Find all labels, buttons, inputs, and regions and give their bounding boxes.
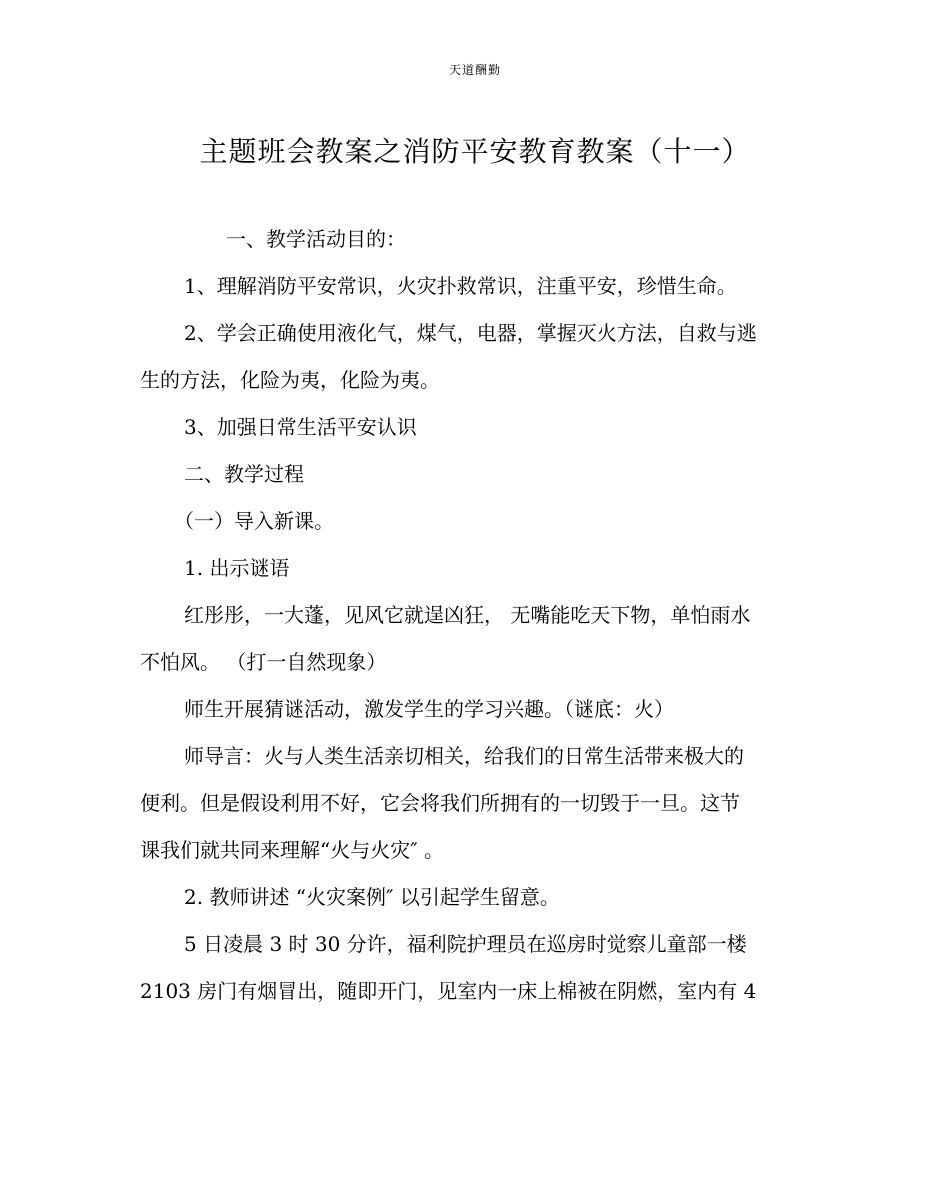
paragraph-line: 红彤彤，一大蓬，见风它就逞凶狂， 无嘴能吃天下物，单怕雨水 <box>184 603 751 627</box>
paragraph-line: 3、加强日常生活平安认识 <box>184 415 417 439</box>
document-body <box>140 216 808 1015</box>
paragraph-line: 课我们就共同来理解“火与火灾″ 。 <box>140 838 445 862</box>
paragraph-line: 5 日凌晨 3 时 30 分许，福利院护理员在巡房时觉察儿童部一楼 <box>184 932 747 956</box>
paragraph-line: 便利。但是假设利用不好，它会将我们所拥有的一切毁于一旦。这节 <box>140 791 740 815</box>
section-heading: 二、教学过程 <box>184 462 304 486</box>
page-header: 天道酬勤 <box>448 63 501 77</box>
paragraph-line: 师生开展猜谜活动，激发学生的学习兴趣。（谜底：火） <box>184 697 674 721</box>
paragraph-line: 2、学会正确使用液化气，煤气，电器，掌握灭火方法，自救与逃 <box>184 321 757 345</box>
document-title: 主题班会教案之消防平安教育教案（十一） <box>199 135 751 168</box>
paragraph-line: 不怕风。 （打一自然现象） <box>140 650 387 674</box>
paragraph-line: 1、理解消防平安常识，火灾扑救常识，注重平安，珍惜生命。 <box>184 274 737 298</box>
section-heading: 一、教学活动目的： <box>226 227 406 251</box>
paragraph-line: 2103 房门有烟冒出，随即开门，见室内一床上棉被在阴燃，室内有 4 <box>140 979 757 1003</box>
paragraph-line: 师导言：火与人类生活亲切相关，给我们的日常生活带来极大的 <box>184 744 744 768</box>
subsection-heading: （一）导入新课。 <box>174 509 334 533</box>
paragraph-line: 2. 教师讲述 “火灾案例″ 以引起学生留意。 <box>184 885 560 909</box>
paragraph-line: 生的方法，化险为夷，化险为夷。 <box>140 368 440 392</box>
paragraph-line: 1. 出示谜语 <box>184 556 290 580</box>
